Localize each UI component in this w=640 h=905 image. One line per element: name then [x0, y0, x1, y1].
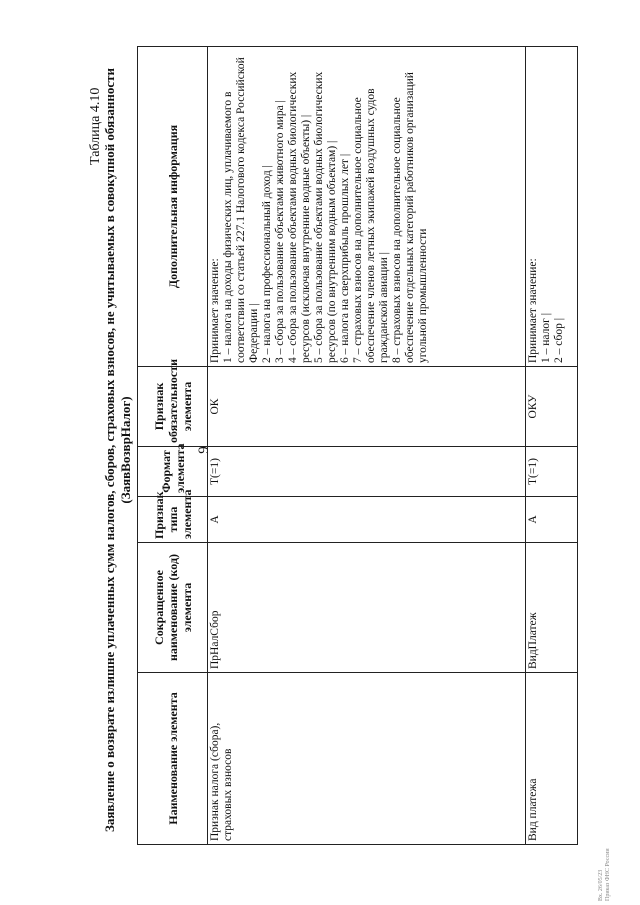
stamp-line: Вх. 26/05/23: [598, 869, 604, 901]
elements-table: [137, 46, 578, 845]
info-line: 2 – сбор |: [553, 317, 565, 363]
table-title-line2: (ЗаявВозврНалог): [118, 396, 133, 504]
cell-type: А: [208, 497, 526, 543]
table-title-line1: Заявление о возврате излишне уплаченных сумм налогов, сборов, страховых взносов, не учитываемых в совокупной обязанности: [102, 68, 117, 833]
header-required: Признак обязательности элемента: [138, 367, 208, 447]
info-line: Принимает значение:: [209, 258, 221, 363]
stamp-line: Приказ ФНС России: [605, 848, 611, 901]
header-format: Формат элемента: [138, 447, 208, 497]
info-line: 3 – сбора за пользование объектами животного мира |: [274, 100, 286, 363]
info-line: 4 – сбора за пользование объектами водных биологических ресурсов (исключая внутренние водные объекты) |: [287, 71, 312, 363]
info-line: 1 – налога на доходы физических лиц, уплачиваемого в соответствии со статьей 227.1 Налогового кодекса Российской Федерации |: [222, 57, 260, 363]
cell-info: [526, 47, 578, 367]
table-header-row: [138, 47, 208, 845]
info-line: 5 – сбора за пользование объектами водных биологических ресурсов (по внутренним водным объектам) |: [313, 71, 338, 363]
table-row: [208, 47, 526, 845]
table-row: [526, 47, 578, 845]
header-name: Наименование элемента: [138, 673, 208, 845]
cell-format: T(=1): [526, 447, 578, 497]
cell-info: [208, 47, 526, 367]
info-line: 7 – страховых взносов на дополнительное социальное обеспечение членов летных экипажей воздушных судов гражданской авиации |: [352, 88, 390, 363]
info-line: 2 – налога на профессиональный доход |: [261, 165, 273, 363]
info-line: 1 – налог |: [540, 313, 552, 363]
cell-short-name: ПрНалСбор: [208, 543, 526, 673]
cell-format: T(=1): [208, 447, 526, 497]
cell-required: ОК: [208, 367, 526, 447]
info-line: 6 – налога на сверхприбыль прошлых лет |: [339, 153, 351, 363]
cell-short-name: ВидПлатеж: [526, 543, 578, 673]
cell-name: Вид платежа: [526, 673, 578, 845]
header-info: Дополнительная информация: [138, 47, 208, 367]
page-number: 9: [196, 446, 212, 454]
info-line: 8 – страховых взносов на дополнительное социальное обеспечение отдельных категорий работников организаций угольной промышленности: [391, 72, 429, 363]
cell-name: Признак налога (сбора), страховых взносов: [208, 673, 526, 845]
registration-stamp: [598, 848, 612, 901]
cell-type: А: [526, 497, 578, 543]
header-short-name: Сокращенное наименование (код) элемента: [138, 543, 208, 673]
header-type: Признак типа элемента: [138, 497, 208, 543]
info-line: Принимает значение:: [527, 258, 539, 363]
cell-required: ОКУ: [526, 367, 578, 447]
table-number: Таблица 4.10: [88, 87, 103, 165]
table-title: [102, 55, 134, 845]
